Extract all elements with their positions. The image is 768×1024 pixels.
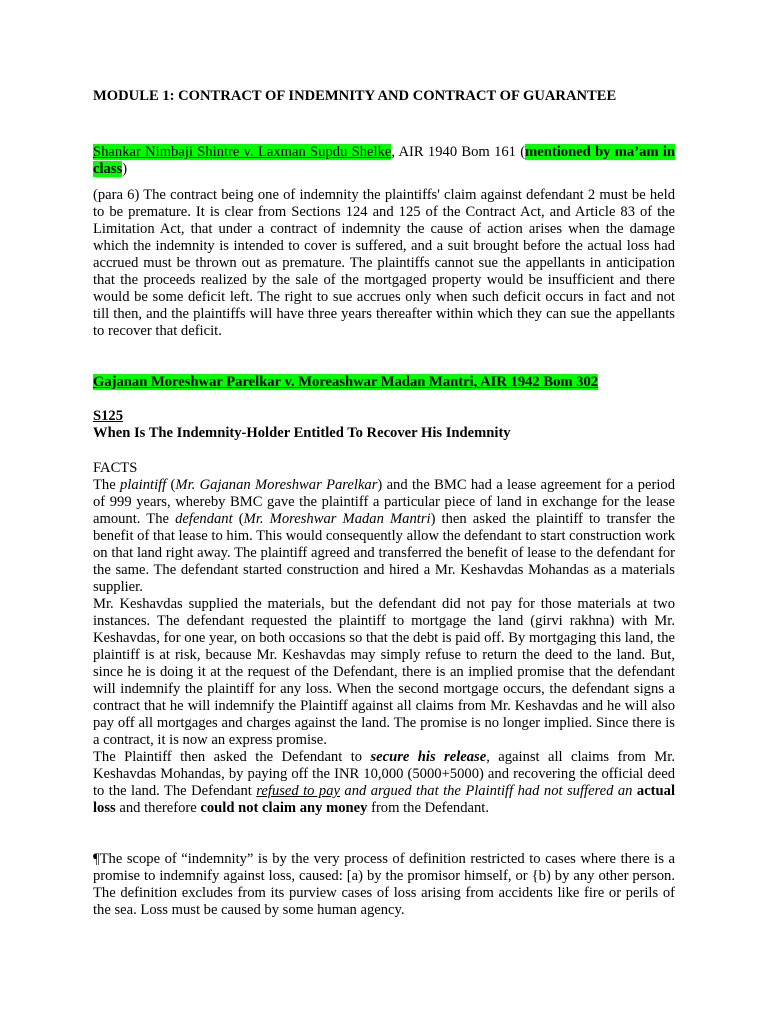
scope-paragraph: ¶The scope of “indemnity” is by the very process of definition restricted to cases where there is a promise to indemnify against loss, caused: [a) by the promisor himself, or {b) by any other person. The definition excludes from its purview cases of loss arising from accidents like fire or perils of the sea. Loss must be caused by some human agency.: [93, 851, 675, 918]
could-not-claim-phrase: could not claim any money: [200, 800, 368, 816]
text-run: The: [93, 477, 121, 493]
plaintiff-name: Mr. Gajanan Moreshwar Parelkar: [175, 477, 378, 493]
case-heading-shankar: [93, 144, 675, 178]
text-run: (: [166, 477, 176, 493]
text-run: (: [232, 511, 244, 527]
case-citation: , AIR 1940 Bom 161 (: [391, 144, 526, 160]
text-run: , against all claims from Mr. Keshavdas Mohandas, by paying off the INR 10,000 (5000+5000) and recovering the official deed to the land. The Defendant: [93, 749, 675, 799]
plaintiff-term: plaintiff: [120, 477, 167, 493]
case-heading-gajanan: [93, 374, 675, 391]
defendant-term: defendant: [175, 511, 233, 527]
case-citation-close: ): [122, 161, 128, 177]
facts-label: FACTS: [93, 460, 138, 476]
actual-loss-phrase: actual loss: [93, 783, 676, 816]
text-run: The Plaintiff then asked the Defendant to: [93, 749, 371, 765]
module-title: MODULE 1: CONTRACT OF INDEMNITY AND CONTRACT OF GUARANTEE: [93, 88, 617, 104]
refused-to-pay-phrase: refused to pay: [256, 783, 340, 799]
facts-paragraph-2: Mr. Keshavdas supplied the materials, but the defendant did not pay for those materials at two instances. The defendant requested the plaintiff to mortgage the land (girvi rakhna) with Mr. Keshavdas, for one year, on both occasions so that the debt is paid off. By mortgaging this land, the plaintiff is at risk, because Mr. Keshavdas may simply refuse to return the deed to the land. But, since he is doing it at the request of the Defendant, there is an implied promise that the defendant will indemnify the plaintiff for any loss. When the second mortgage occurs, the defendant signs a contract that he will indemnify the Plaintiff against all claims from Mr. Keshavdas and he will also pay off all mortgages and charges against the land. The promise is no longer implied. Since there is a contract, it is now an express promise.: [93, 596, 675, 748]
section-subheading: When Is The Indemnity-Holder Entitled To Recover His Indemnity: [93, 425, 511, 441]
secure-release-phrase: secure his release: [370, 749, 487, 765]
facts-paragraph-1: [93, 477, 675, 596]
text-run: from the Defendant.: [367, 800, 490, 816]
case-name-highlight: Shankar Nimbaji Shintre v. Laxman Supdu Shelke: [93, 144, 392, 160]
text-run: ) and the BMC had a lease agreement for a period of 999 years, whereby BMC gave the plaintiff a particular piece of land in exchange for the lease amount. The: [93, 477, 676, 527]
case1-paragraph: (para 6) The contract being one of indemnity the plaintiffs' claim against defendant 2 must be held to be premature. It is clear from Sections 124 and 125 of the Contract Act, and Article 83 of the Limitation Act, that under a contract of indemnity the cause of action arises when the damage which the indemnity is intended to cover is suffered, and a suit brought before the actual loss had accrued must be thrown out as premature. The plaintiffs cannot sue the appellants in anticipation that the proceeds realized by the sale of the mortgaged property would be insufficient and there would be some deficit left. The right to sue accrues only when such deficit occurs in fact and not till then, and the plaintiffs will have three years thereafter within which they can sue the appellants to recover that deficit.: [93, 187, 675, 339]
section-label: S125: [93, 408, 124, 424]
defendant-name: Mr. Moreshwar Madan Mantri: [243, 511, 431, 527]
facts-paragraph-3: [93, 749, 675, 817]
case2-name-highlight: Gajanan Moreshwar Parelkar v. Moreashwar Madan Mantri, AIR 1942 Bom 302: [93, 374, 599, 390]
text-run-italic: and argued that the Plaintiff had not suffered an: [339, 783, 637, 799]
text-run: and therefore: [115, 800, 201, 816]
class-note-highlight: mentioned by ma’am in class: [93, 144, 675, 177]
text-run: ) then asked the plaintiff to transfer the benefit of that lease to him. This would consequently allow the defendant to start construction work on that land right away. The plaintiff agreed and transferred the benefit of lease to the defendant for the same. The defendant started construction and hired a Mr. Keshavdas Mohandas as a materials supplier.: [93, 511, 675, 595]
